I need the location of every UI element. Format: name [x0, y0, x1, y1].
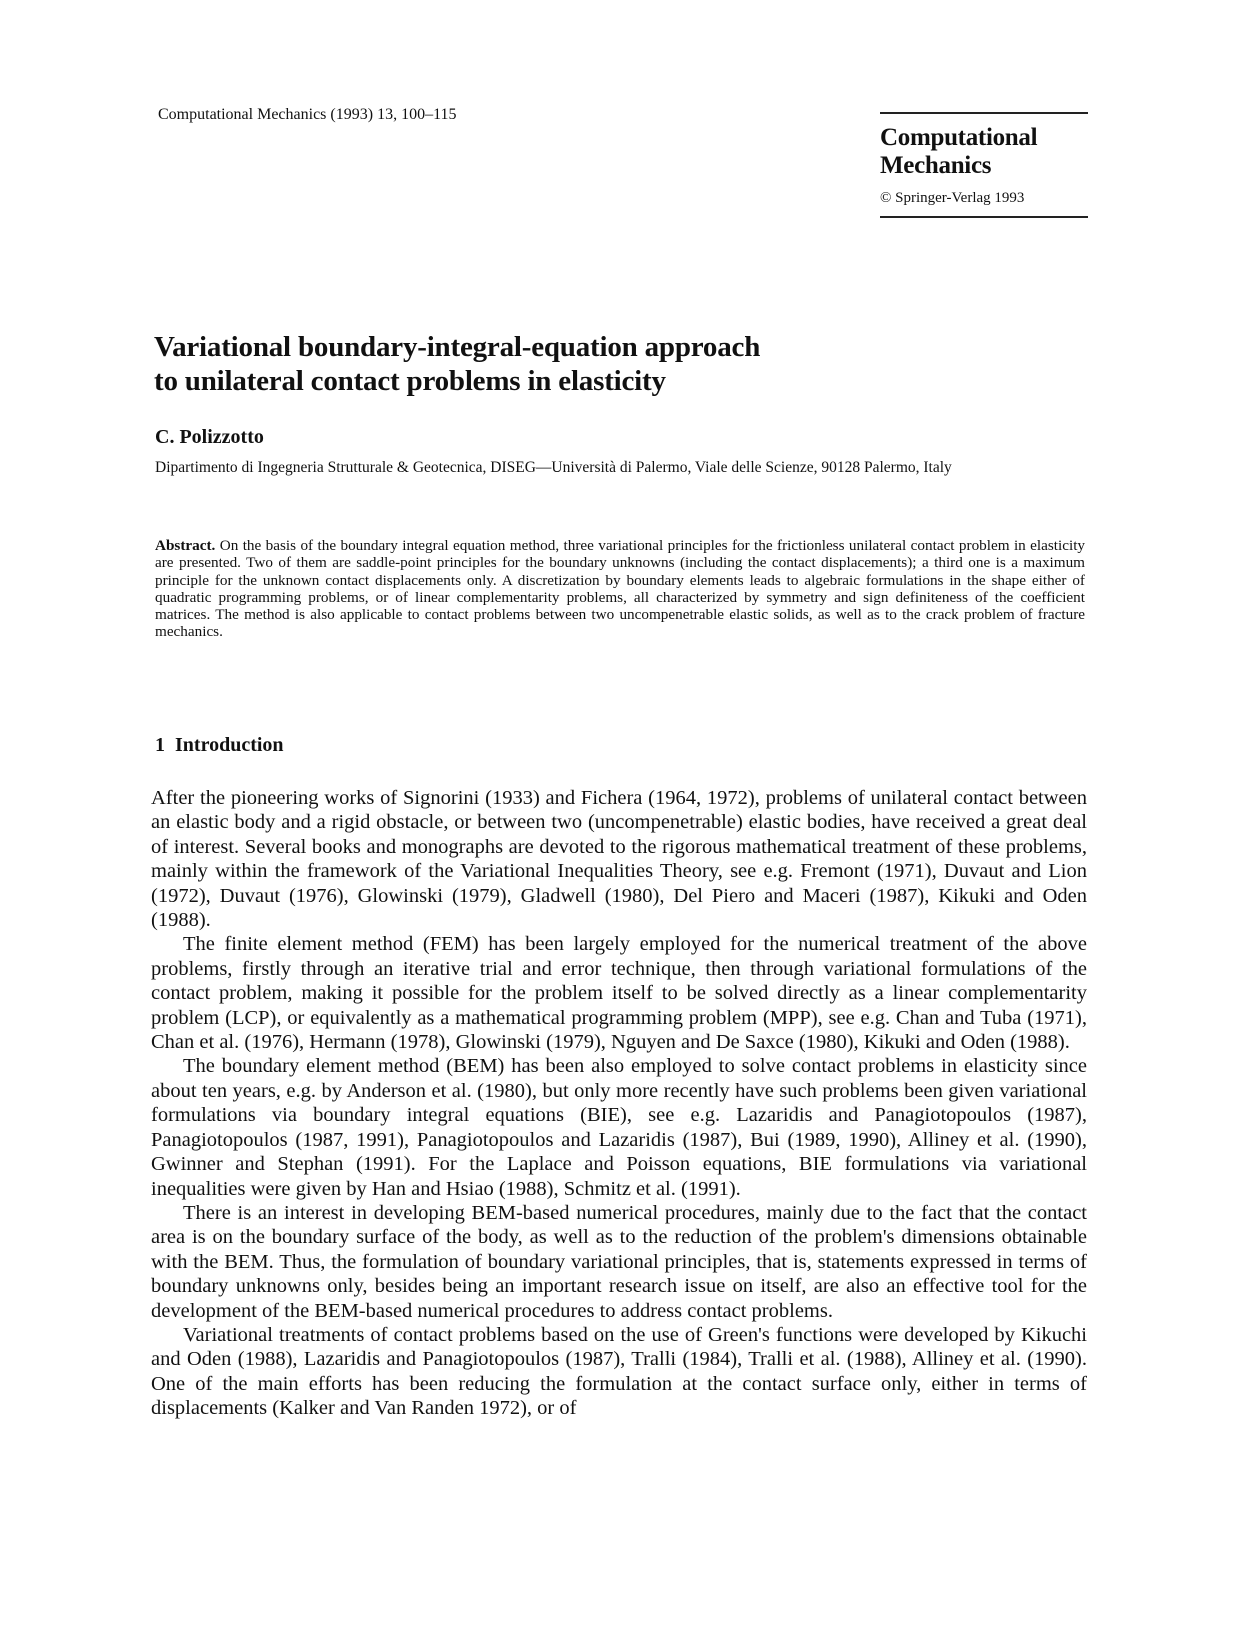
journal-name: [880, 124, 1088, 180]
abstract: [155, 537, 1085, 641]
author-name: C. Polizzotto: [155, 426, 264, 448]
title-line1: Variational boundary-integral-equation approach: [154, 331, 761, 363]
paragraph: Variational treatments of contact problems based on the use of Green's functions were developed by Kikuchi and Oden (1988), Lazaridis and Panagiotopoulos (1987), Tralli (1984), Tralli et al. (1988), Alliney et al. (1990). One of the main efforts has been reducing the formulation at the contact surface only, either in terms of displacements (Kalker and Van Randen 1972), or of: [151, 1323, 1087, 1420]
author-affiliation: Dipartimento di Ingegneria Strutturale & Geotecnica, DISEG—Università di Palermo, Viale delle Scienze, 90128 Palermo, Italy: [155, 459, 952, 476]
paragraph: The boundary element method (BEM) has been also employed to solve contact problems in elasticity since about ten years, e.g. by Anderson et al. (1980), but only more recently have such problems been given variational formulations via boundary integral equations (BIE), see e.g. Lazaridis and Panagiotopoulos (1987), Panagiotopoulos (1987, 1991), Panagiotopoulos and Lazaridis (1987), Bui (1989, 1990), Alliney et al. (1990), Gwinner and Stephan (1991). For the Laplace and Poisson equations, BIE formulations via variational inequalities were given by Han and Hsiao (1988), Schmitz et al. (1991).: [151, 1055, 1087, 1200]
journal-masthead: [880, 112, 1088, 218]
paragraph: After the pioneering works of Signorini (1933) and Fichera (1964, 1972), problems of unilateral contact between an elastic body and a rigid obstacle, or between two (uncompenetrable) elastic bodies, have received a great deal of interest. Several books and monographs are devoted to the rigorous mathematical treatment of these problems, mainly within the framework of the Variational Inequalities Theory, see e.g. Fremont (1971), Duvaut and Lion (1972), Duvaut (1976), Glowinski (1979), Gladwell (1980), Del Piero and Maceri (1987), Kikuki and Oden (1988).: [151, 787, 1087, 932]
journal-name-line1: Computational: [880, 124, 1038, 151]
paragraph: There is an interest in developing BEM-based numerical procedures, mainly due to the fact that the contact area is on the boundary surface of the body, as well as to the reduction of the problem's dimensions obtainable with the BEM. Thus, the formulation of boundary variational principles, that is, statements expressed in terms of boundary unknowns only, besides being an important research issue on itself, are also an effective tool for the development of the BEM-based numerical procedures to address contact problems.: [151, 1201, 1087, 1322]
copyright-notice: © Springer-Verlag 1993: [880, 190, 1025, 206]
abstract-label: Abstract.: [155, 537, 216, 554]
section-heading: [155, 734, 284, 757]
paragraph: The finite element method (FEM) has been largely employed for the numerical treatment of the above problems, firstly through an iterative trial and error technique, then through variational formulations of the contact problem, making it possible for the problem itself to be solved directly as a linear complementarity problem (LCP), or equivalently as a mathematical programming problem (MPP), see e.g. Chan and Tuba (1971), Chan et al. (1976), Hermann (1978), Glowinski (1979), Nguyen and De Saxce (1980), Kikuki and Oden (1988).: [151, 933, 1087, 1054]
abstract-text: On the basis of the boundary integral equation method, three variational principles for the frictionless unilateral contact problem in elasticity are presented. Two of them are saddle-point principles for the boundary unknowns (including the contact displacements); a third one is a maximum principle for the unknown contact displacements only. A discretization by boundary elements leads to algebraic formulations in the shape either of quadratic programming problems, or of linear complementarity problems, all characterized by symmetry and sign definiteness of the coefficient matrices. The method is also applicable to contact problems between two uncompenetrable elastic solids, as well as to the crack problem of fracture mechanics.: [155, 537, 1086, 641]
masthead-top-rule: [880, 112, 1088, 114]
section-number: 1: [155, 734, 165, 756]
body-text: [151, 786, 1087, 1421]
section-title: Introduction: [175, 734, 284, 756]
title-line2: to unilateral contact problems in elasticity: [154, 365, 666, 397]
article-title: [154, 330, 1054, 398]
masthead-bottom-rule: [880, 216, 1088, 218]
journal-citation: Computational Mechanics (1993) 13, 100–115: [158, 106, 457, 123]
journal-name-line2: Mechanics: [880, 152, 992, 179]
